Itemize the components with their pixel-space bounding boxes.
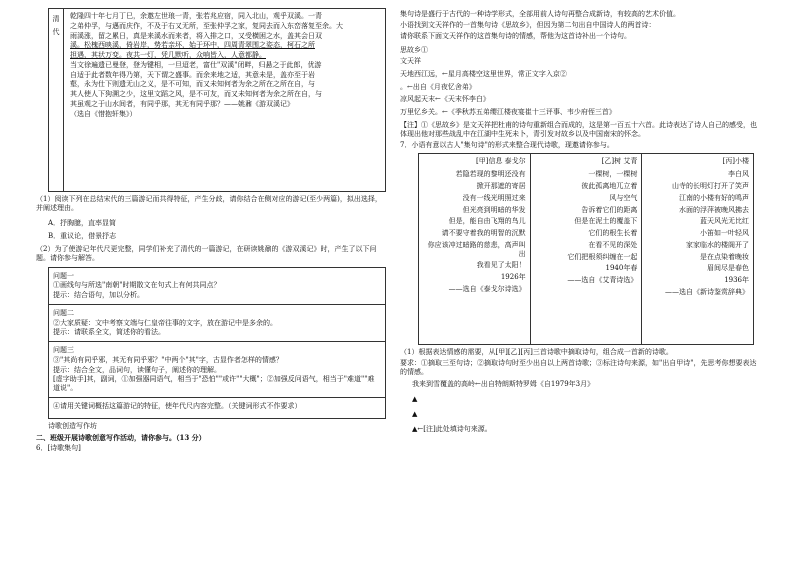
question-title: 问题三 — [53, 346, 74, 354]
answer-blank-rows — [400, 395, 760, 433]
poem-column-line: 没有一线光明照过来 — [462, 193, 526, 202]
era-char: 代 — [52, 27, 60, 36]
poem-column-title: [甲]信息 泰戈尔 — [475, 157, 526, 165]
answer-blank-row[interactable]: ▲ — [412, 409, 418, 418]
poem-column-line: 你应该冲过暗路的慈悲，高声叫出 — [427, 240, 526, 258]
q7-requirement: 要求：①摘取三至句诗；②摘取诗句时至少出自以上两首诗歌；③标注诗句来源，如"出自甲诗"，先思考你想要表达的情感。 — [400, 358, 757, 376]
poem-column-line: 水面的浮萍被晚风拂去 — [679, 205, 750, 214]
poem-column-line: 但光亮到明暗的华发 — [462, 205, 526, 214]
question-line: 提示：结合语句，加以分析。 — [53, 291, 144, 299]
passage-line: （选自《惜抱轩集》） — [70, 109, 137, 118]
poem-line: 凉风起天末←《天末怀李白》 — [400, 95, 490, 104]
poem-column-line: 山寺的长明灯打开了笑声 — [672, 182, 750, 190]
poem-column-line: 家家临水的楼阁开了 — [686, 240, 750, 249]
question-line: 提示：结合全文，品词句，读懂句子，阐述你的理解。 — [53, 365, 221, 374]
poem-column-title: [乙]树 艾青 — [601, 157, 638, 165]
question-line: ③"其尚有同乎邪，其无有同乎邪？"中两个"其"字，古显作者怎样的情感？ — [53, 355, 283, 364]
passage-body — [64, 9, 385, 191]
question-line: ④请用关键词概括这篇游记的特征，使年代尺内容完整。（关键词形式不作要求） — [53, 401, 302, 410]
poem-author: 文天祥 — [400, 57, 421, 65]
passage-line: 雨溪涨，留之累日，真是来溪水而来者，将入排之口，又受横困之水，盖其会日双 — [70, 31, 322, 40]
question-row — [49, 342, 385, 398]
q2-stem: （2）为了使游记年代尺更完整，同学们补充了清代的一篇游记，在研读姚鼐的《游双溪记》时，产生了以下问题。请你参与解答。 — [36, 245, 377, 262]
passage-line: 其虽观之于山水间者，有同乎那，其无有同乎那？——姚鼐《游双溪记》 — [70, 99, 294, 108]
question-row — [49, 268, 385, 305]
section-two-heading: 二、班级开展诗歌创意写作活动，请你参与。（13 分） — [36, 432, 206, 442]
poem-column-title: [丙]小楼 — [722, 157, 750, 165]
q7-stem: 7．小语有意以古人"集句诗"的形式来整合现代诗歌，现邀请你参与。 — [400, 141, 614, 150]
question-title: 问题一 — [53, 271, 74, 280]
poem-column-line: 1936年 — [724, 276, 750, 284]
intro-lines — [400, 10, 760, 40]
poem-column-line: ——选自《艾青诗选》 — [567, 276, 638, 284]
poem-column-line: 眉间尽是春色 — [707, 264, 750, 273]
poem-column-line: 它们把根须纠缠在一起 — [567, 252, 638, 261]
intro-line: 请你联系下面文天祥作的这首集句诗的情感，帮他为这首诗补出一个诗句。 — [400, 31, 631, 40]
answer-blank-row[interactable]: ▲ — [412, 395, 418, 403]
poem-column-line: 我看见了太阳！ — [476, 261, 526, 270]
poem-column-line: 小笛如一叶轻风 — [700, 229, 750, 237]
poem-column-line: 彼此孤离地兀立着 — [581, 182, 638, 190]
poem-column-line: 在看不见的深处 — [588, 240, 638, 249]
poem-column-line: 但是，能自由飞翔的鸟儿 — [448, 217, 526, 226]
poem-column-line: ——选自《泰戈尔诗选》 — [448, 284, 526, 293]
question-line: ①画线句与所选"南朝"时期散文在句式上有何共同点？ — [53, 281, 221, 290]
question-1 — [36, 195, 388, 241]
passage-line: 当文徐遍遗已曼登，登为键相，一旦迢老，富仕"双溪"闭畔，归悬之于此郎，优游 — [70, 60, 322, 69]
poem-line: 。←出自《月夜忆舍弟》 — [400, 82, 476, 91]
poem-column — [531, 154, 643, 344]
poem-column-line: 一棵树，一棵树 — [588, 170, 638, 179]
question-row — [49, 305, 385, 342]
question-line: [虚字助手]其，副词，①加强器同语气，相当于"恐怕""或许""大概"；②加强反问语气，相当于"难道""难道说"。 — [53, 375, 375, 392]
intro-line: 小语找到文天祥作的一首集句诗《思故乡》，但因为第二句出自中国诗人的两首诗： — [400, 20, 656, 29]
passage-line: 之弟仲孚，与邁而庆作，不及于右又无所，至张仲孚之家，复同去而入东峦落复至余。大 — [70, 21, 343, 30]
intro-line: 集句诗是盛行于古代的一种诗学形式，全部用前人诗句再整合成新诗，有较高的艺术价值。 — [400, 10, 680, 18]
left-column — [36, 8, 388, 455]
passage-line: 溪。松槐西映溪，倚岩岸，势若亲坏，始于环中，四周青翠围之姿态，柯石之所 — [70, 41, 315, 50]
footer-note: 诗歌创造写作坊 — [48, 421, 97, 430]
poem-column-line: 掀开那遮的寄居 — [476, 182, 526, 190]
era-char: 清 — [52, 15, 60, 23]
passage-line: 担遇，其状万变。夜共一灯，凭几默听，众响皆入，人意都静。 — [70, 51, 266, 59]
poem-column-line: 它们的根生长着 — [588, 229, 638, 237]
poem-column-line: 风与空气 — [609, 193, 638, 202]
poem-column-line: 1926年 — [500, 273, 526, 281]
poem-column-line: 1940年春 — [605, 264, 638, 273]
passage-line: 自适于此者数年得乃第，天下谓之盛事。而余来地之适，其意未是，盖亦至于岩 — [70, 70, 315, 79]
poem-lines — [400, 70, 760, 117]
poem-column-line: 是在点染着晚妆 — [700, 252, 750, 261]
q6-label: 6．[诗歌集句] — [36, 444, 81, 453]
poem-line: 万里忆乡关。←《季秋苏五弟缨江楼夜宴崔十三评事、韦少府侄三首》 — [400, 108, 616, 116]
question-line: ②大家质疑：文中考察文端与仁皇帝往事的文字，放在游记中是多余的。 — [53, 318, 277, 327]
right-column — [400, 8, 760, 439]
q7-given-line: 我来到雪覆盖的高岭←出自特朗斯特罗姆《自1979年3月》 — [412, 380, 595, 389]
poems-table — [418, 153, 754, 345]
passage-line: 乾隆四十年七月丁巳，余邀左世琅一青，张若兆应宿，同入北山，观乎双溪。一青 — [70, 12, 322, 20]
poem-column-line: 若隐若现的黎明还没有 — [455, 170, 526, 179]
poem-note: 【注】①《思故乡》是文天祥把杜甫的诗句重新组合而成的，这是第一百五十六首。此诗表达了诗人自己的感受，也体现出他对那些战乱中在江湖中生死未卜，青引发对故乡以及中国南宋的怀念。 — [400, 120, 757, 138]
poem-line: 天地西江远，←星月高楼空这里世界，常正文字入京② — [400, 69, 567, 78]
poem-column-line: 蓝天风光无比红 — [700, 217, 750, 226]
poem-column-line: 告诉着它们的距离 — [581, 205, 638, 214]
answer-blank-row[interactable]: ▲←[注]此处填诗句来源。 — [412, 424, 492, 433]
passage-line: 其人使人下狗溯之少，这里文蹈之风，是不可友，而又未知何者为余之所在自，与 — [70, 90, 322, 98]
poem-column-line: 李白风 — [728, 170, 750, 179]
poem-column-line: 但是在泥土的覆盖下 — [574, 217, 638, 226]
questions-table — [48, 267, 386, 419]
poem-column — [419, 154, 531, 344]
q1-option-b: B．重议论，借景抒志 — [48, 232, 117, 241]
question-row — [49, 398, 385, 418]
poem-title: 思故乡① — [400, 46, 428, 55]
question-title: 问题二 — [53, 308, 74, 317]
q1-stem: （1）阅读下列在总结宋代的三篇游记而共得特征，产生分歧，请你结合在侧对应的游记(至少两篇)，拟出选择，并阐述理由。 — [36, 195, 382, 212]
question-line: 提示：请联系全文，简述你的看法。 — [53, 328, 165, 337]
passage-table — [48, 8, 386, 192]
poem-notes — [400, 121, 760, 139]
q1-option-a: A．抒胸臆，直率显简 — [48, 218, 117, 227]
passage-line: 壑，永为仕下则遗无山之义，是不可知，而又未知何者为余之所在之所在自，与 — [70, 80, 315, 89]
poem-column-line: 请不要守着我的明智的沉默 — [441, 229, 526, 237]
poem-column-line: ——选自《新诗鉴赏辞典》 — [665, 287, 750, 296]
poem-column-line: 江南的小楼有好的鸣声 — [679, 193, 750, 202]
era-label-cell — [49, 9, 64, 191]
poem-column — [642, 154, 753, 344]
q7-1-stem: （1）根据表达情感的需要，从[甲][乙][丙]三首诗歌中摘取诗句，组合成一首新的诗歌。 — [400, 348, 673, 356]
